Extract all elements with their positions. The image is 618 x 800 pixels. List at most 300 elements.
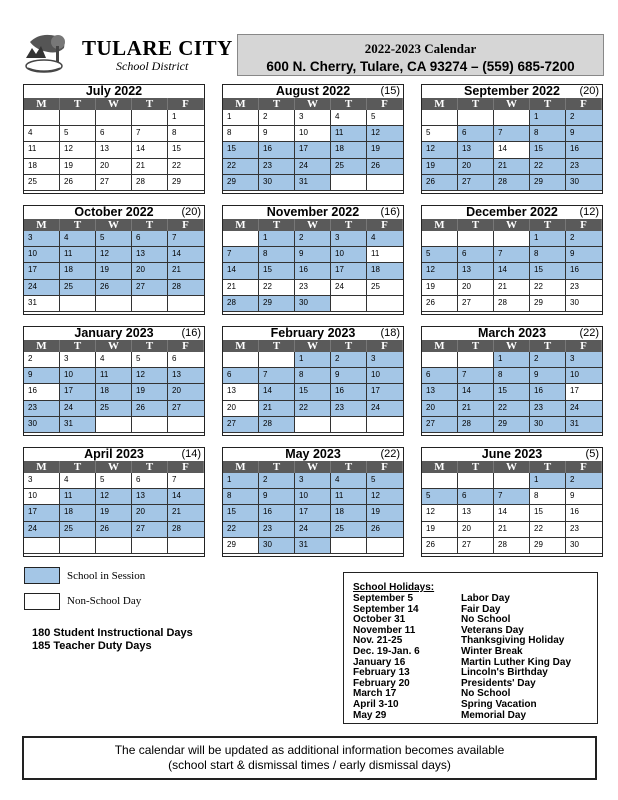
weekday-label: T [132, 340, 168, 352]
weekday-label: T [259, 219, 295, 231]
day-cell: 6 [168, 352, 204, 368]
holiday-row [353, 710, 593, 721]
day-cell: 13 [422, 384, 458, 400]
day-cell [367, 417, 403, 433]
day-cell: 22 [295, 401, 331, 417]
weekday-label: T [458, 219, 494, 231]
day-cell: 30 [259, 175, 295, 191]
day-cell: 4 [24, 126, 60, 142]
day-cell: 25 [367, 280, 403, 296]
day-cell: 11 [96, 368, 132, 384]
day-grid [422, 110, 602, 191]
day-cell [331, 417, 367, 433]
weekday-label: M [223, 98, 259, 110]
legend-non-school-swatch [24, 593, 60, 610]
day-cell: 3 [24, 231, 60, 247]
day-cell: 20 [422, 401, 458, 417]
month-title [422, 327, 602, 340]
month-name: January 2023 [74, 326, 154, 340]
day-cell: 2 [566, 473, 602, 489]
day-cell: 17 [24, 505, 60, 521]
holiday-name: Memorial Day [461, 709, 527, 721]
day-cell: 20 [458, 522, 494, 538]
day-cell: 23 [259, 522, 295, 538]
day-cell: 6 [96, 126, 132, 142]
weekday-label: T [132, 219, 168, 231]
day-cell: 11 [60, 489, 96, 505]
day-cell: 13 [458, 505, 494, 521]
day-cell: 12 [367, 489, 403, 505]
days-summary [32, 627, 193, 653]
day-cell [60, 110, 96, 126]
day-cell: 16 [331, 384, 367, 400]
day-cell: 10 [24, 247, 60, 263]
weekday-label: F [566, 219, 602, 231]
legend-session-label: School in Session [67, 570, 146, 582]
day-cell: 6 [132, 473, 168, 489]
day-cell: 15 [295, 384, 331, 400]
weekday-label: W [494, 98, 530, 110]
day-cell: 15 [259, 263, 295, 279]
day-cell: 26 [422, 175, 458, 191]
day-cell: 17 [295, 142, 331, 158]
weekday-header [223, 461, 403, 473]
day-cell: 2 [24, 352, 60, 368]
day-grid [24, 473, 204, 554]
day-cell: 18 [60, 263, 96, 279]
day-cell: 30 [259, 538, 295, 554]
weekday-label: W [96, 219, 132, 231]
holiday-name: No School [461, 688, 511, 700]
weekday-label: T [530, 98, 566, 110]
day-cell [223, 352, 259, 368]
day-cell: 25 [331, 522, 367, 538]
day-cell [331, 538, 367, 554]
weekday-label: W [295, 98, 331, 110]
day-cell [259, 352, 295, 368]
month-session-count: (14) [181, 448, 201, 460]
day-cell: 30 [295, 296, 331, 312]
day-cell: 17 [60, 384, 96, 400]
day-cell: 5 [367, 473, 403, 489]
day-cell [367, 296, 403, 312]
district-seal-icon [18, 28, 80, 78]
holiday-name: Spring Vacation [461, 699, 537, 710]
day-grid [422, 352, 602, 433]
day-cell: 9 [566, 126, 602, 142]
day-cell: 7 [494, 489, 530, 505]
day-cell: 24 [331, 280, 367, 296]
holiday-date: October 31 [353, 614, 406, 626]
day-cell: 4 [96, 352, 132, 368]
day-cell: 1 [295, 352, 331, 368]
month-name: May 2023 [285, 447, 341, 461]
day-cell: 28 [168, 280, 204, 296]
day-cell: 24 [295, 159, 331, 175]
day-cell: 23 [566, 280, 602, 296]
day-cell: 22 [223, 159, 259, 175]
day-cell: 9 [295, 247, 331, 263]
day-cell: 12 [367, 126, 403, 142]
month-title [422, 206, 602, 219]
holiday-name: Veterans Day [461, 624, 524, 636]
day-cell [60, 538, 96, 554]
district-address: 600 N. Cherry, Tulare, CA 93274 – (559) 685-7200 [266, 59, 575, 74]
legend-non-school-label: Non-School Day [67, 595, 142, 607]
holiday-row [353, 593, 593, 604]
day-cell: 7 [458, 368, 494, 384]
day-cell: 16 [259, 505, 295, 521]
month-calendar [222, 447, 404, 557]
day-cell: 15 [168, 142, 204, 158]
holiday-name: Martin Luther King Day [461, 656, 572, 668]
month-name: April 2023 [84, 447, 144, 461]
day-cell: 27 [223, 417, 259, 433]
day-cell: 26 [422, 296, 458, 312]
day-cell: 2 [259, 110, 295, 126]
holiday-row [353, 614, 593, 625]
day-cell: 27 [458, 538, 494, 554]
day-cell: 3 [331, 231, 367, 247]
day-cell: 8 [530, 489, 566, 505]
day-cell: 1 [168, 110, 204, 126]
day-cell: 18 [24, 159, 60, 175]
weekday-header [24, 461, 204, 473]
day-cell: 7 [223, 247, 259, 263]
holiday-name: Thanksgiving Holiday [461, 635, 565, 647]
holidays-box [343, 572, 598, 724]
weekday-label: T [259, 340, 295, 352]
day-cell: 14 [168, 247, 204, 263]
weekday-label: T [259, 461, 295, 473]
day-cell: 19 [422, 522, 458, 538]
day-cell: 13 [96, 142, 132, 158]
weekday-label: M [422, 219, 458, 231]
day-cell: 23 [259, 159, 295, 175]
month-calendar [421, 326, 603, 436]
month-session-count: (16) [181, 327, 201, 339]
day-cell: 13 [458, 263, 494, 279]
day-cell: 14 [132, 142, 168, 158]
weekday-label: M [422, 98, 458, 110]
day-cell: 2 [295, 231, 331, 247]
day-cell: 30 [24, 417, 60, 433]
day-cell: 18 [331, 142, 367, 158]
day-cell: 18 [331, 505, 367, 521]
day-cell: 10 [60, 368, 96, 384]
day-cell [96, 296, 132, 312]
day-cell: 20 [168, 384, 204, 400]
day-cell: 24 [24, 522, 60, 538]
weekday-label: T [530, 340, 566, 352]
day-cell: 12 [422, 263, 458, 279]
day-cell: 4 [60, 231, 96, 247]
day-cell: 11 [60, 247, 96, 263]
month-calendar [421, 84, 603, 194]
day-grid [422, 231, 602, 312]
day-cell [494, 473, 530, 489]
day-cell: 4 [60, 473, 96, 489]
holiday-row [353, 688, 593, 699]
day-cell [422, 231, 458, 247]
month-calendar [23, 205, 205, 315]
weekday-header [24, 219, 204, 231]
weekday-label: F [566, 340, 602, 352]
weekday-label: M [422, 461, 458, 473]
day-cell: 1 [494, 352, 530, 368]
day-cell: 7 [132, 126, 168, 142]
day-cell: 21 [168, 505, 204, 521]
weekday-label: W [96, 98, 132, 110]
weekday-label: M [223, 219, 259, 231]
day-cell: 14 [223, 263, 259, 279]
day-cell: 16 [530, 384, 566, 400]
month-session-count: (12) [579, 206, 599, 218]
day-cell: 4 [367, 231, 403, 247]
day-cell: 19 [96, 263, 132, 279]
day-cell: 12 [96, 489, 132, 505]
day-cell: 30 [530, 417, 566, 433]
day-cell [458, 110, 494, 126]
holiday-name: Fair Day [461, 603, 501, 615]
day-cell: 19 [96, 505, 132, 521]
day-cell: 7 [494, 247, 530, 263]
day-cell: 12 [60, 142, 96, 158]
month-title [223, 448, 403, 461]
holiday-date: November 11 [353, 624, 416, 636]
day-cell: 3 [24, 473, 60, 489]
month-session-count: (20) [181, 206, 201, 218]
month-title [24, 206, 204, 219]
holiday-name: Labor Day [461, 593, 510, 604]
holiday-name: Lincoln's Birthday [461, 667, 548, 679]
day-cell [168, 417, 204, 433]
day-cell: 21 [458, 401, 494, 417]
day-cell: 4 [331, 473, 367, 489]
student-days: 180 Student Instructional Days [32, 627, 193, 639]
weekday-header [24, 98, 204, 110]
day-cell [331, 175, 367, 191]
day-cell: 28 [223, 296, 259, 312]
weekday-label: F [367, 340, 403, 352]
day-cell: 23 [331, 401, 367, 417]
weekday-label: F [367, 219, 403, 231]
weekday-header [223, 98, 403, 110]
weekday-label: F [168, 461, 204, 473]
day-cell [132, 417, 168, 433]
month-session-count: (16) [380, 206, 400, 218]
day-cell: 1 [223, 473, 259, 489]
day-cell: 20 [223, 401, 259, 417]
holidays-title: School Holidays: [353, 582, 435, 593]
weekday-label: W [494, 340, 530, 352]
day-cell: 27 [458, 296, 494, 312]
day-cell: 13 [132, 247, 168, 263]
day-cell: 7 [168, 473, 204, 489]
day-cell: 17 [24, 263, 60, 279]
day-cell: 21 [494, 280, 530, 296]
day-cell: 5 [60, 126, 96, 142]
day-cell: 23 [530, 401, 566, 417]
day-cell: 29 [223, 175, 259, 191]
day-cell: 26 [96, 280, 132, 296]
day-cell: 29 [494, 417, 530, 433]
day-cell: 16 [566, 505, 602, 521]
day-cell: 10 [24, 489, 60, 505]
day-cell: 26 [96, 522, 132, 538]
day-cell: 27 [132, 522, 168, 538]
month-name: February 2023 [270, 326, 356, 340]
day-cell: 21 [259, 401, 295, 417]
day-cell: 16 [566, 263, 602, 279]
day-cell: 1 [223, 110, 259, 126]
day-cell: 9 [331, 368, 367, 384]
day-cell: 16 [259, 142, 295, 158]
day-cell: 3 [367, 352, 403, 368]
holiday-date: Nov. 21-25 [353, 635, 403, 647]
day-cell [422, 110, 458, 126]
weekday-label: T [60, 98, 96, 110]
day-cell: 31 [295, 538, 331, 554]
day-cell: 8 [494, 368, 530, 384]
day-cell: 27 [96, 175, 132, 191]
month-calendar [222, 84, 404, 194]
day-grid [24, 231, 204, 312]
month-name: November 2022 [266, 205, 360, 219]
day-cell: 13 [168, 368, 204, 384]
day-cell: 29 [530, 538, 566, 554]
day-cell: 23 [566, 522, 602, 538]
weekday-label: T [530, 219, 566, 231]
day-cell: 9 [566, 247, 602, 263]
day-cell: 10 [295, 126, 331, 142]
legend-session-swatch [24, 567, 60, 584]
day-cell: 11 [24, 142, 60, 158]
holiday-name: Presidents' Day [461, 677, 536, 689]
day-cell [24, 538, 60, 554]
day-cell: 25 [24, 175, 60, 191]
day-cell [458, 473, 494, 489]
month-title [24, 327, 204, 340]
day-cell: 30 [566, 538, 602, 554]
weekday-label: T [331, 98, 367, 110]
month-session-count: (22) [380, 448, 400, 460]
day-cell: 14 [494, 142, 530, 158]
day-cell: 6 [422, 368, 458, 384]
month-session-count: (20) [579, 85, 599, 97]
weekday-label: M [24, 219, 60, 231]
day-cell [494, 110, 530, 126]
day-cell: 21 [223, 280, 259, 296]
day-cell [223, 231, 259, 247]
day-cell: 5 [96, 473, 132, 489]
day-cell: 5 [367, 110, 403, 126]
weekday-label: T [331, 340, 367, 352]
month-calendar [421, 205, 603, 315]
day-cell: 28 [458, 417, 494, 433]
day-cell: 3 [295, 473, 331, 489]
day-cell: 18 [60, 505, 96, 521]
month-session-count: (22) [579, 327, 599, 339]
month-name: August 2022 [275, 84, 351, 98]
day-cell: 28 [494, 175, 530, 191]
day-cell: 4 [331, 110, 367, 126]
day-cell: 23 [24, 401, 60, 417]
day-cell [458, 352, 494, 368]
day-cell: 8 [223, 489, 259, 505]
day-cell: 31 [24, 296, 60, 312]
day-cell: 6 [458, 489, 494, 505]
footer-line-2: (school start & dismissal times / early dismissal days) [168, 758, 451, 772]
day-cell: 12 [422, 505, 458, 521]
holiday-date: January 16 [353, 656, 406, 668]
day-cell: 26 [60, 175, 96, 191]
day-cell: 26 [132, 401, 168, 417]
day-cell: 31 [295, 175, 331, 191]
holiday-row [353, 635, 593, 646]
day-cell: 25 [331, 159, 367, 175]
holiday-row [353, 657, 593, 668]
weekday-label: W [494, 219, 530, 231]
day-cell [458, 231, 494, 247]
day-cell [24, 110, 60, 126]
holiday-date: September 14 [353, 603, 419, 615]
day-cell: 8 [295, 368, 331, 384]
month-title [422, 448, 602, 461]
day-cell: 12 [422, 142, 458, 158]
day-cell [132, 110, 168, 126]
day-cell [295, 417, 331, 433]
weekday-label: M [422, 340, 458, 352]
month-name: March 2023 [477, 326, 547, 340]
day-cell: 15 [223, 142, 259, 158]
day-cell: 1 [530, 473, 566, 489]
weekday-header [422, 219, 602, 231]
month-calendar [421, 447, 603, 557]
day-grid [24, 110, 204, 191]
day-cell [96, 417, 132, 433]
weekday-label: F [367, 461, 403, 473]
day-cell: 23 [295, 280, 331, 296]
month-name: December 2022 [466, 205, 558, 219]
month-title [422, 85, 602, 98]
day-cell: 11 [331, 126, 367, 142]
day-cell: 21 [494, 159, 530, 175]
month-session-count: (5) [585, 448, 599, 460]
day-cell: 17 [566, 384, 602, 400]
teacher-days: 185 Teacher Duty Days [32, 640, 152, 652]
day-cell: 27 [422, 417, 458, 433]
day-cell: 24 [566, 401, 602, 417]
day-cell: 17 [367, 384, 403, 400]
day-cell: 22 [530, 159, 566, 175]
weekday-label: W [295, 219, 331, 231]
day-cell: 20 [458, 159, 494, 175]
district-subtitle: School District [116, 59, 189, 73]
day-cell: 6 [132, 231, 168, 247]
day-cell: 30 [566, 296, 602, 312]
month-title [223, 85, 403, 98]
day-cell: 27 [132, 280, 168, 296]
day-cell: 28 [494, 538, 530, 554]
holiday-row [353, 667, 593, 678]
month-name: September 2022 [464, 84, 560, 98]
day-cell: 20 [132, 505, 168, 521]
day-cell: 2 [566, 231, 602, 247]
calendar-header [237, 34, 604, 76]
day-cell: 21 [132, 159, 168, 175]
day-cell: 6 [458, 126, 494, 142]
